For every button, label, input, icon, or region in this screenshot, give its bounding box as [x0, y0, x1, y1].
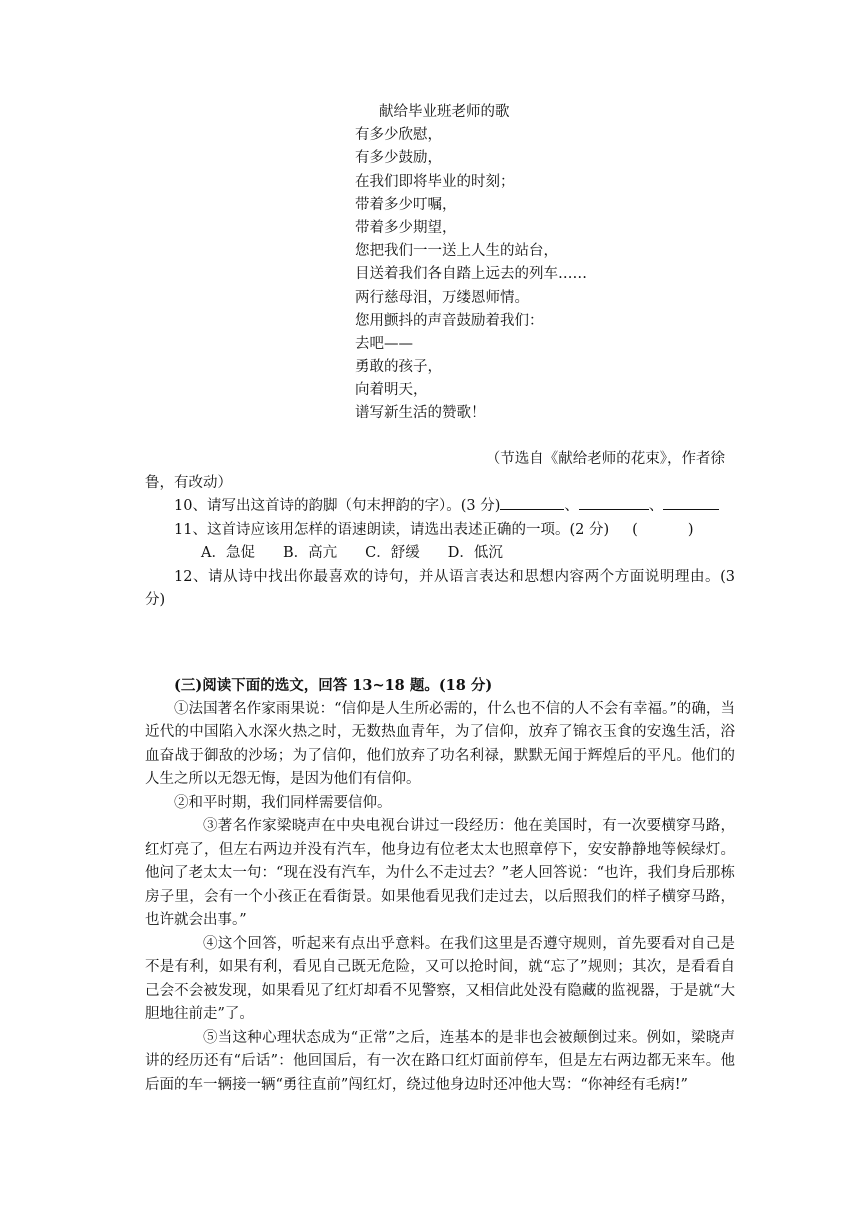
poem-line: 您把我们一一送上人生的站台， — [355, 243, 558, 260]
poem-line: 您用颤抖的声音鼓励着我们： — [355, 312, 544, 329]
answer-paren-open: ( — [632, 521, 638, 538]
section-3 — [145, 674, 735, 1097]
answer-blank-3[interactable] — [663, 495, 719, 510]
poem-line: 有多少欣慰， — [355, 127, 442, 144]
question-11-options — [145, 542, 735, 566]
poem — [355, 101, 587, 426]
poem-line: 去吧—— — [355, 335, 413, 352]
answer-blank-2[interactable] — [579, 495, 649, 510]
option-b[interactable]: B．高亢 — [282, 545, 338, 561]
poem-line: 勇敢的孩子， — [355, 359, 442, 376]
separator: 、 — [564, 498, 579, 514]
paragraph-2: ②和平时期，我们同样需要信仰。 — [174, 794, 392, 811]
option-c[interactable]: C．舒缓 — [365, 545, 420, 561]
section-3-heading: (三)阅读下面的选文，回答 13~18 题。(18 分) — [174, 677, 493, 694]
poem-line: 谱写新生活的赞歌！ — [355, 405, 486, 422]
questions — [145, 495, 735, 613]
poem-source: （节选自《献给老师的花束》，作者徐鲁，有改动） — [145, 451, 725, 491]
question-11 — [145, 519, 735, 543]
question-12: 12、请从诗中找出你最喜欢的诗句，并从语言表达和思想内容两个方面说明理由。(3 分) — [145, 568, 735, 608]
paragraph-5: ⑤当这种心理状态成为“正常”之后，连基本的是非也会被颠倒过来。例如，梁晓声讲的经历还有“后话”：他回国后，有一次在路口红灯面前停车，但是左右两边都无来车。他后面的车一辆接一辆“勇往直前”闯红灯，绕过他身边时还冲他大骂：“你神经有毛病!” — [145, 1029, 735, 1093]
question-11-text: 11、这首诗应该用怎样的语速朗读，请选出表述正确的一项。(2 分) — [174, 521, 610, 538]
poem-line: 带着多少期望， — [355, 219, 457, 236]
paragraph-4: ④这个回答，听起来有点出乎意料。在我们这里是否遵守规则，首先要看对自己是不是有利，如果有利，看见自己既无危险，又可以抢时间，就“忘了”规则；其次，是看看自己会不会被发现，如果看见了红灯却看不见警察，又相信此处没有隐藏的监视器，于是就“大胆地往前走”了。 — [145, 935, 735, 1022]
paragraph-3: ③著名作家梁晓声在中央电视台讲过一段经历：他在美国时，有一次要横穿马路，红灯亮了，但左右两边并没有汽车，他身边有位老太太也照章停下，安安静静地等候绿灯。他问了老太太一句：“现在没有汽车，为什么不走过去？”老人回答说：“也许，我们身后那栋房子里，会有一个小孩正在看街景。如果他看见我们走过去，以后照我们的样子横穿马路，也许就会出事。” — [145, 818, 735, 928]
paragraph-1: ①法国著名作家雨果说：“信仰是人生所必需的，什么也不信的人不会有幸福。”的确，当近代的中国陷入水深火热之时，无数热血青年，为了信仰，放弃了锦衣玉食的安逸生活，浴血奋战于御敌的沙场；为了信仰，他们放弃了功名利禄，默默无闻于辉煌后的平凡。他们的人生之所以无怨无悔，是因为他们有信仰。 — [145, 700, 735, 787]
poem-line: 带着多少叮嘱， — [355, 196, 457, 213]
answer-paren-close: ) — [687, 521, 694, 538]
poem-line: 有多少鼓励， — [355, 150, 442, 167]
poem-line: 在我们即将毕业的时刻； — [355, 173, 515, 190]
poem-title: 献给毕业班老师的歌 — [379, 104, 510, 120]
option-a[interactable]: A．急促 — [201, 545, 255, 561]
question-10-text: 10、请写出这首诗的韵脚（句末押韵的字）。(3 分) — [174, 498, 501, 514]
question-10 — [145, 495, 735, 519]
poem-line: 两行慈母泪，万缕恩师情。 — [355, 289, 529, 306]
option-d[interactable]: D．低沉 — [447, 545, 503, 561]
separator: 、 — [648, 498, 664, 514]
poem-line: 向着明天， — [355, 382, 428, 399]
answer-blank-1[interactable] — [500, 495, 564, 510]
poem-line: 目送着我们各自踏上远去的列车…… — [355, 266, 587, 283]
